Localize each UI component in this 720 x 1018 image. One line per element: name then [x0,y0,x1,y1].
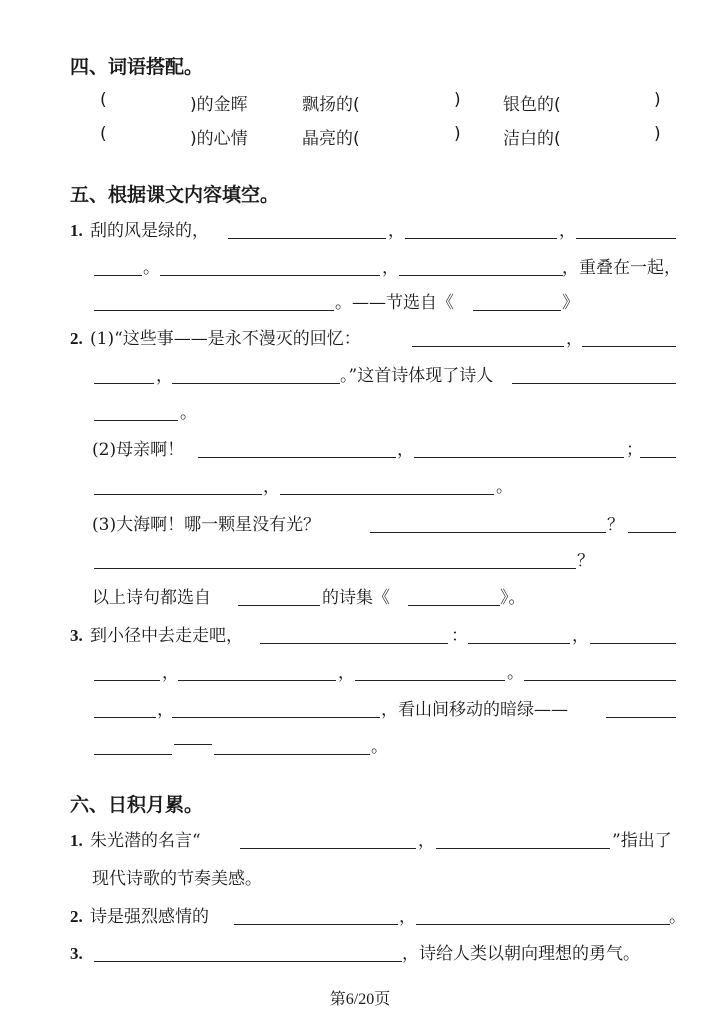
dash-separator [174,744,212,745]
question-text: 诗是强烈感情的 [90,907,209,927]
match-prefix: 飘扬的( [302,95,360,115]
punctuation: 。 [669,907,686,927]
punctuation: ， [162,663,179,683]
q3-line-1 [0,623,720,653]
q2-line-1 [0,326,720,356]
question-text: 。”这首诗体现了诗人 [340,366,494,386]
answer-blank[interactable] [260,643,448,644]
q2-part3-line-2 [0,548,720,578]
answer-blank[interactable] [94,494,262,495]
q2-line-3 [0,400,720,430]
q2-part2-line-1 [0,437,720,467]
q1-line-1 [0,218,720,248]
question-number: 1. [70,831,83,850]
answer-blank[interactable] [355,680,505,681]
match-prefix: 银色的( [503,95,561,115]
q2-part3-line-1 [0,512,720,542]
punctuation: ？ [607,515,624,535]
answer-blank[interactable] [94,568,576,569]
answer-blank[interactable] [172,383,340,384]
section5-title: 五、根据课文内容填空。 [70,184,280,206]
punctuation: 。 [507,663,524,683]
question-text: 的诗集《 [322,588,390,608]
question-number: 3. [70,626,83,645]
answer-blank[interactable] [524,680,676,681]
question-text: 刮的风是绿的， [90,221,209,241]
answer-blank[interactable] [512,383,676,384]
punctuation: ， [566,329,583,349]
answer-blank[interactable] [280,494,494,495]
answer-blank[interactable] [370,532,606,533]
q2-part2-line-2 [0,474,720,504]
punctuation: ， [263,477,280,497]
answer-blank[interactable] [94,754,172,755]
match-suffix: ) [654,90,661,110]
answer-blank[interactable] [436,848,610,849]
answer-blank[interactable] [94,680,160,681]
match-suffix: ) [654,124,661,144]
answer-blank[interactable] [399,275,563,276]
punctuation: ， [338,663,355,683]
punctuation: 》。 [500,588,526,608]
question-number: 2. [70,329,83,348]
answer-blank[interactable] [214,754,370,755]
answer-blank[interactable] [405,238,557,239]
answer-blank[interactable] [94,310,334,311]
punctuation: ？ [577,551,594,571]
answer-blank[interactable] [412,346,564,347]
q3-line-2 [0,660,720,690]
answer-blank[interactable] [178,680,336,681]
question-text: 到小径中去走走吧， [90,626,243,646]
match-prefix: 洁白的( [503,129,561,149]
page-number: 第6/20页 [329,991,391,1008]
match-suffix: ) [454,124,461,144]
answer-blank[interactable] [198,457,396,458]
answer-blank[interactable] [628,532,676,533]
question-number: 1. [70,221,83,240]
answer-blank[interactable] [94,275,142,276]
punctuation: ， [572,626,589,646]
answer-blank[interactable] [576,238,676,239]
answer-blank[interactable] [228,238,386,239]
answer-blank[interactable] [94,420,178,421]
punctuation: ， [418,831,435,851]
answer-blank[interactable] [408,605,500,606]
answer-blank[interactable] [414,457,624,458]
question-number: 3. [70,944,83,963]
answer-blank[interactable] [172,717,380,718]
answer-blank[interactable] [468,643,570,644]
question-text: 朱光潜的名言“ [90,831,201,851]
answer-blank[interactable] [582,346,676,347]
q2-source-line [0,585,720,615]
answer-blank[interactable] [94,383,154,384]
question-text: (3)大海啊！哪一颗星没有光？ [92,515,321,535]
s6-q3-line [0,941,720,971]
punctuation: 。 [496,477,513,497]
match-suffix: )的金晖 [190,95,248,115]
q3-line-3 [0,697,720,727]
punctuation: ， [397,440,414,460]
answer-blank[interactable] [240,848,416,849]
match-prefix: 晶亮的( [302,129,360,149]
match-prefix: ( [100,124,107,144]
question-text: 现代诗歌的节奏美感。 [92,869,262,889]
question-text: 。——节选自《 [335,293,454,313]
punctuation: 。 [180,403,197,423]
q3-line-4 [0,734,720,764]
punctuation: ： [451,626,468,646]
punctuation: 》 [562,293,579,313]
match-suffix: ) [454,90,461,110]
answer-blank[interactable] [590,643,676,644]
q1-line-2 [0,255,720,285]
question-number: 2. [70,907,83,926]
question-text: ，看山间移动的暗绿—— [381,700,568,720]
q1-line-3 [0,290,720,320]
punctuation: 。 [143,258,160,278]
answer-blank[interactable] [238,605,320,606]
punctuation: ， [157,700,174,720]
question-text: (2)母亲啊！ [92,440,185,460]
answer-blank[interactable] [606,717,676,718]
answer-blank[interactable] [94,717,156,718]
s6-q1-line-1 [0,828,720,858]
answer-blank[interactable] [640,457,676,458]
question-text: ，诗给人类以朝向理想的勇气。 [402,944,640,964]
s6-q2-line [0,904,720,934]
punctuation: ， [156,366,173,386]
punctuation: ， [559,221,576,241]
answer-blank[interactable] [234,924,398,925]
match-suffix: )的心情 [190,129,248,149]
answer-blank[interactable] [160,275,380,276]
question-text: 以上诗句都选自 [92,588,211,608]
answer-blank[interactable] [473,310,561,311]
section6-title: 六、日积月累。 [70,794,204,816]
s6-q1-line-2 [0,866,720,896]
punctuation: ， [388,221,405,241]
punctuation: ， [399,907,416,927]
answer-blank[interactable] [94,961,402,962]
q2-line-2 [0,363,720,393]
punctuation: ， [382,258,399,278]
answer-blank[interactable] [416,924,670,925]
question-text: ”指出了 [612,831,672,851]
match-prefix: ( [100,90,107,110]
question-text: ，重叠在一起， [562,258,681,278]
section4-title: 四、词语搭配。 [70,56,204,78]
question-text: (1)“这些事——是永不漫灭的回忆： [90,329,361,349]
punctuation: ； [626,440,643,460]
punctuation: 。 [371,737,388,757]
